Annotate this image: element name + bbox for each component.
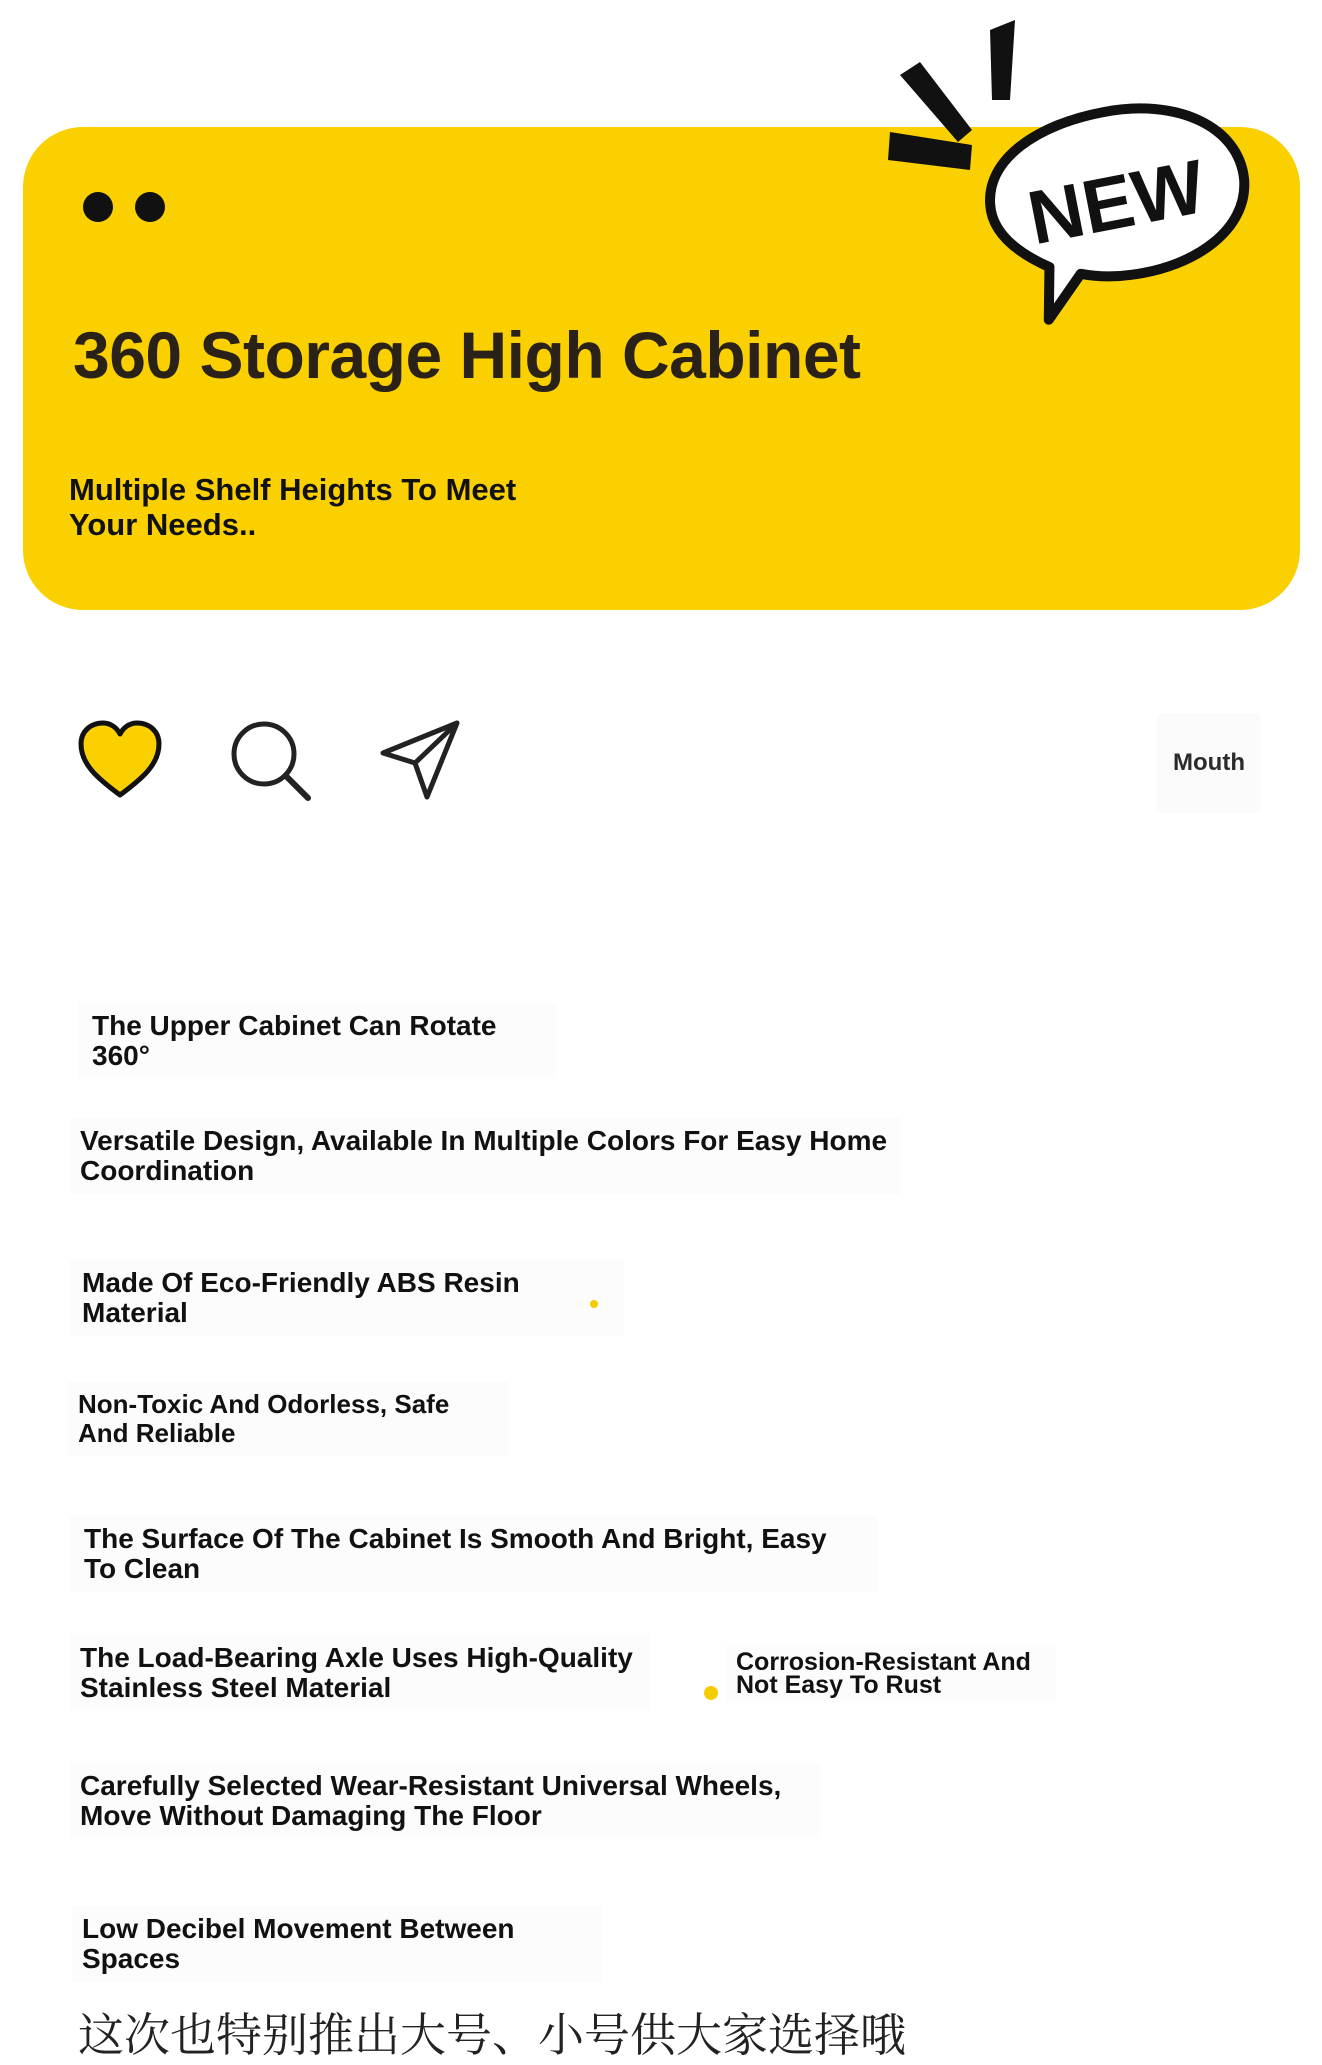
action-bar <box>70 710 1270 820</box>
window-dots <box>83 192 165 222</box>
page-subtitle: Multiple Shelf Heights To Meet Your Needs.. <box>69 472 517 542</box>
feature-item: Corrosion-Resistant And Not Easy To Rust <box>726 1645 1056 1703</box>
feature-item: The Upper Cabinet Can Rotate 360° <box>78 1003 556 1079</box>
feature-item: Made Of Eco-Friendly ABS Resin Material <box>70 1260 624 1336</box>
feature-item: Carefully Selected Wear-Resistant Universal Wheels, Move Without Damaging The Floor <box>70 1763 820 1839</box>
like-button[interactable] <box>70 710 170 810</box>
yellow-dot-icon <box>704 1686 718 1700</box>
dot-icon <box>83 192 113 222</box>
search-button[interactable] <box>220 710 320 810</box>
feature-item: Versatile Design, Available In Multiple Colors For Easy Home Coordination <box>70 1118 900 1194</box>
share-button[interactable] <box>370 710 470 810</box>
heart-icon <box>77 720 163 800</box>
footer-text: 这次也特别推出大号、小号供大家选择哦 <box>78 2008 906 2062</box>
yellow-dot-icon <box>590 1300 598 1308</box>
search-icon <box>226 716 314 804</box>
badge-label: NEW <box>1021 144 1212 262</box>
page-title: 360 Storage High Cabinet <box>73 318 861 392</box>
feature-item: The Load-Bearing Axle Uses High-Quality Stainless Steel Material <box>70 1635 650 1711</box>
send-icon <box>377 717 463 803</box>
new-badge-icon <box>880 20 1260 330</box>
feature-item: Non-Toxic And Odorless, Safe And Reliable <box>68 1382 508 1456</box>
feature-item: The Surface Of The Cabinet Is Smooth And Bright, Easy To Clean <box>70 1516 878 1592</box>
feature-item: Low Decibel Movement Between Spaces <box>72 1906 602 1982</box>
dot-icon <box>135 192 165 222</box>
mouth-button[interactable]: Mouth <box>1157 713 1261 813</box>
